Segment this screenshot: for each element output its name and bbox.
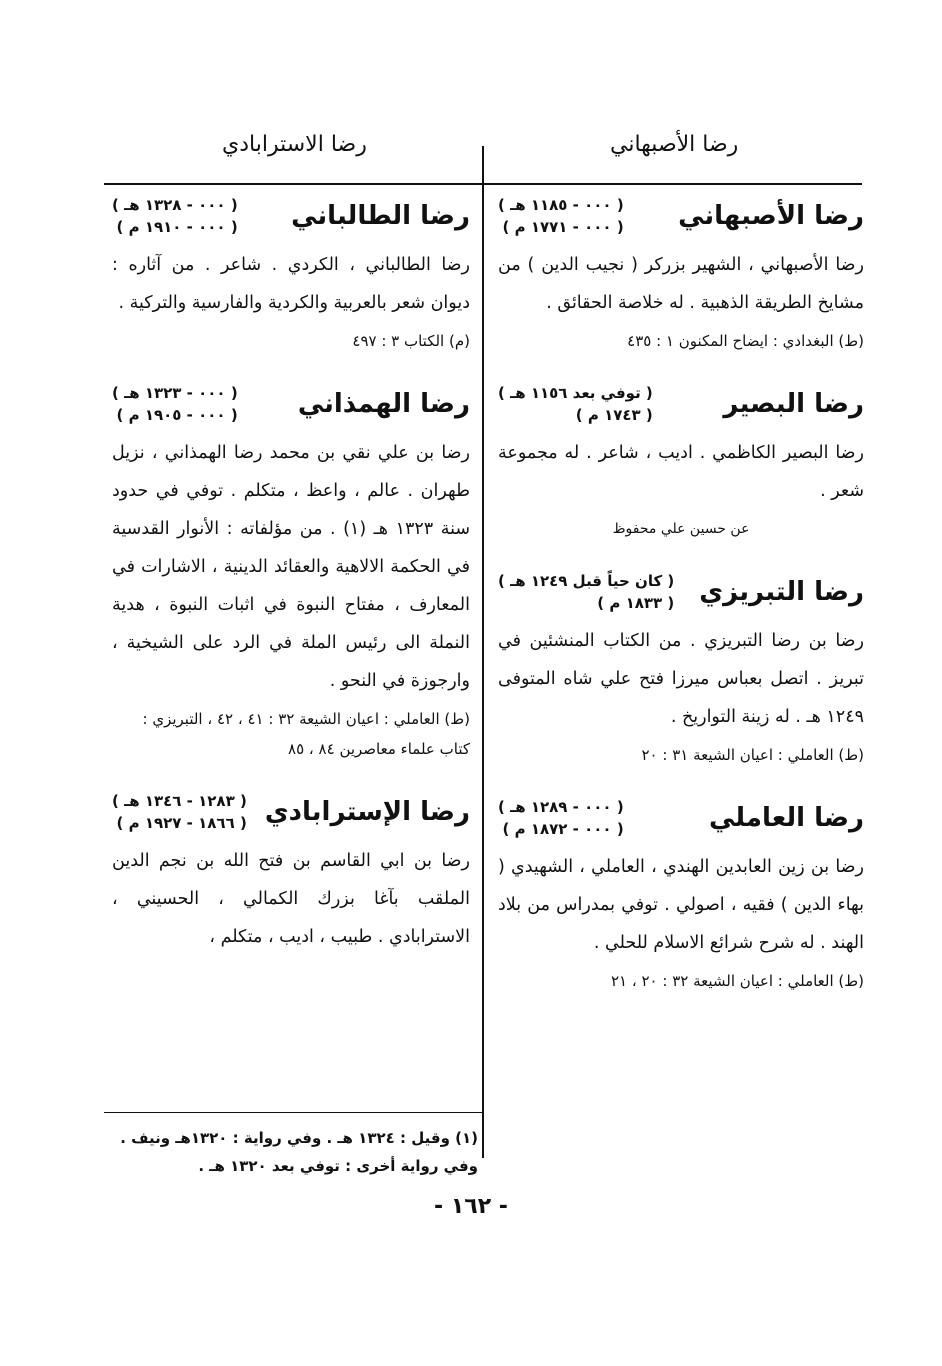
- column-divider: [482, 146, 484, 1158]
- right-column: [498, 194, 864, 1022]
- dates-gregorian: ( ٠٠٠ - ١٧٧١ م ): [502, 218, 624, 236]
- dates-hijri: ( ٠٠٠ - ١٣٢٣ هـ ): [112, 384, 238, 402]
- entry-header: [498, 194, 864, 238]
- dates-gregorian: ( ١٧٤٣ م ): [575, 406, 653, 424]
- dates-hijri: ( ٠٠٠ - ١١٨٥ هـ ): [498, 196, 624, 214]
- footnote-rule: [104, 1112, 484, 1113]
- left-column: [112, 194, 470, 982]
- entry-source: (ط) العاملي : اعيان الشيعة ٣٢ : ٢٠ ، ٢١: [610, 972, 864, 990]
- entry-dates: [112, 194, 238, 238]
- entry-name: رضا العاملي: [708, 803, 864, 833]
- entry-header: [498, 570, 864, 614]
- dates-hijri: ( كان حياً قبل ١٢٤٩ هـ ): [498, 572, 675, 590]
- dates-gregorian: ( ١٨٣٣ م ): [597, 594, 675, 612]
- entry-astarabadi: [112, 790, 470, 956]
- page-number: - ١٦٢ -: [434, 1194, 508, 1219]
- entry-header: [112, 790, 470, 834]
- running-head-right: رضا الأصبهاني: [610, 132, 739, 157]
- entry-text: رضا بن زين العابدين الهندي ، العاملي ، الشهيدي ( بهاء الدين ) فقيه ، اصولي . توفي بمدراس من بلاد الهند . له شرح شرائع الاسلام للحلي .: [498, 857, 864, 953]
- entry-name: رضا الإسترابادي: [264, 797, 470, 827]
- entry-name: رضا التبريزي: [699, 577, 864, 607]
- entry-header: [498, 796, 864, 840]
- entry-source: (ط) العاملي : اعيان الشيعة ٣١ : ٢٠: [641, 746, 864, 764]
- entry-source: (ط) البغدادي : ايضاح المكنون ١ : ٤٣٥: [627, 332, 864, 350]
- entry-name: رضا الهمذاني: [297, 389, 470, 419]
- entry-dates: [112, 790, 247, 834]
- entry-dates: [498, 194, 624, 238]
- entry-dates: [498, 382, 653, 426]
- entry-source: (ط) العاملي : اعيان الشيعة ٣٢ : ٤١ ، ٤٢ ، التبريزي : كتاب علماء معاصرين ٨٤ ، ٨٥: [142, 710, 470, 758]
- dates-hijri: ( ٠٠٠ - ١٢٨٩ هـ ): [498, 798, 624, 816]
- entry-source: (م) الكتاب ٣ : ٤٩٧: [352, 332, 470, 350]
- entry-basir: [498, 382, 864, 544]
- footnote: (١) وقيل : ١٣٢٤ هـ . وفي رواية : ١٣٢٠هـ ونيف . وفي رواية أخرى : توفي بعد ١٣٢٠ هـ .: [120, 1129, 478, 1175]
- dates-hijri: ( ٠٠٠ - ١٣٢٨ هـ ): [112, 196, 238, 214]
- dates-gregorian: ( ٠٠٠ - ١٩١٠ م ): [116, 218, 238, 236]
- entry-text: رضا بن ابي القاسم بن فتح الله بن نجم الدين الملقب بآغا بزرك الكمالي ، الحسيني ، الاسترابادي . طبيب ، اديب ، متكلم ،: [112, 851, 470, 947]
- entry-credit: عن حسين علي محفوظ: [612, 521, 750, 537]
- entry-text: رضا الأصبهاني ، الشهير بزركر ( نجيب الدين ) من مشايخ الطريقة الذهبية . له خلاصة الحقائق .: [498, 255, 864, 313]
- entry-tabrizi: [498, 570, 864, 770]
- entry-text: رضا البصير الكاظمي . اديب ، شاعر . له مجموعة شعر .: [498, 443, 864, 501]
- entry-header: [112, 382, 470, 426]
- entry-name: رضا البصير: [723, 389, 864, 419]
- entry-text: رضا الطالباني ، الكردي . شاعر . من آثاره : ديوان شعر بالعربية والكردية والفارسية والتركية .: [112, 255, 470, 313]
- entry-text: رضا بن رضا التبريزي . من الكتاب المنشئين في تبريز . اتصل بعباس ميرزا فتح علي شاه المتوفى ١٢٤٩ هـ . له زينة التواريخ .: [498, 631, 864, 727]
- dates-hijri: ( توفي بعد ١١٥٦ هـ ): [498, 384, 653, 402]
- entry-amili: [498, 796, 864, 996]
- dates-gregorian: ( ١٨٦٦ - ١٩٢٧ م ): [116, 814, 247, 832]
- entry-dates: [112, 382, 238, 426]
- entry-dates: [498, 796, 624, 840]
- entry-dates: [498, 570, 674, 614]
- entry-hamadani: [112, 382, 470, 764]
- dates-gregorian: ( ٠٠٠ - ١٩٠٥ م ): [116, 406, 238, 424]
- entry-name: رضا الأصبهاني: [678, 201, 864, 231]
- entry-isfahani: [498, 194, 864, 356]
- entry-header: [112, 194, 470, 238]
- entry-talabani: [112, 194, 470, 356]
- entry-header: [498, 382, 864, 426]
- entry-name: رضا الطالباني: [291, 201, 470, 231]
- running-head-left: رضا الاسترابادي: [222, 132, 367, 157]
- dates-hijri: ( ١٢٨٣ - ١٣٤٦ هـ ): [112, 792, 247, 810]
- dates-gregorian: ( ٠٠٠ - ١٨٧٢ م ): [502, 820, 624, 838]
- entry-text: رضا بن علي نقي بن محمد رضا الهمذاني ، نزيل طهران . عالم ، واعظ ، متكلم . توفي في حدود سنة ١٣٢٣ هـ (١) . من مؤلفاته : الأنوار القدسية في الحكمة الالاهية والعقائد الدينية ، الاشارات في المعارف ، مفتاح النبوة في اثبات النبوة ، هدية النملة الى رئيس الملة في الرد على الشيخية ، وارجوزة في النحو .: [112, 443, 471, 691]
